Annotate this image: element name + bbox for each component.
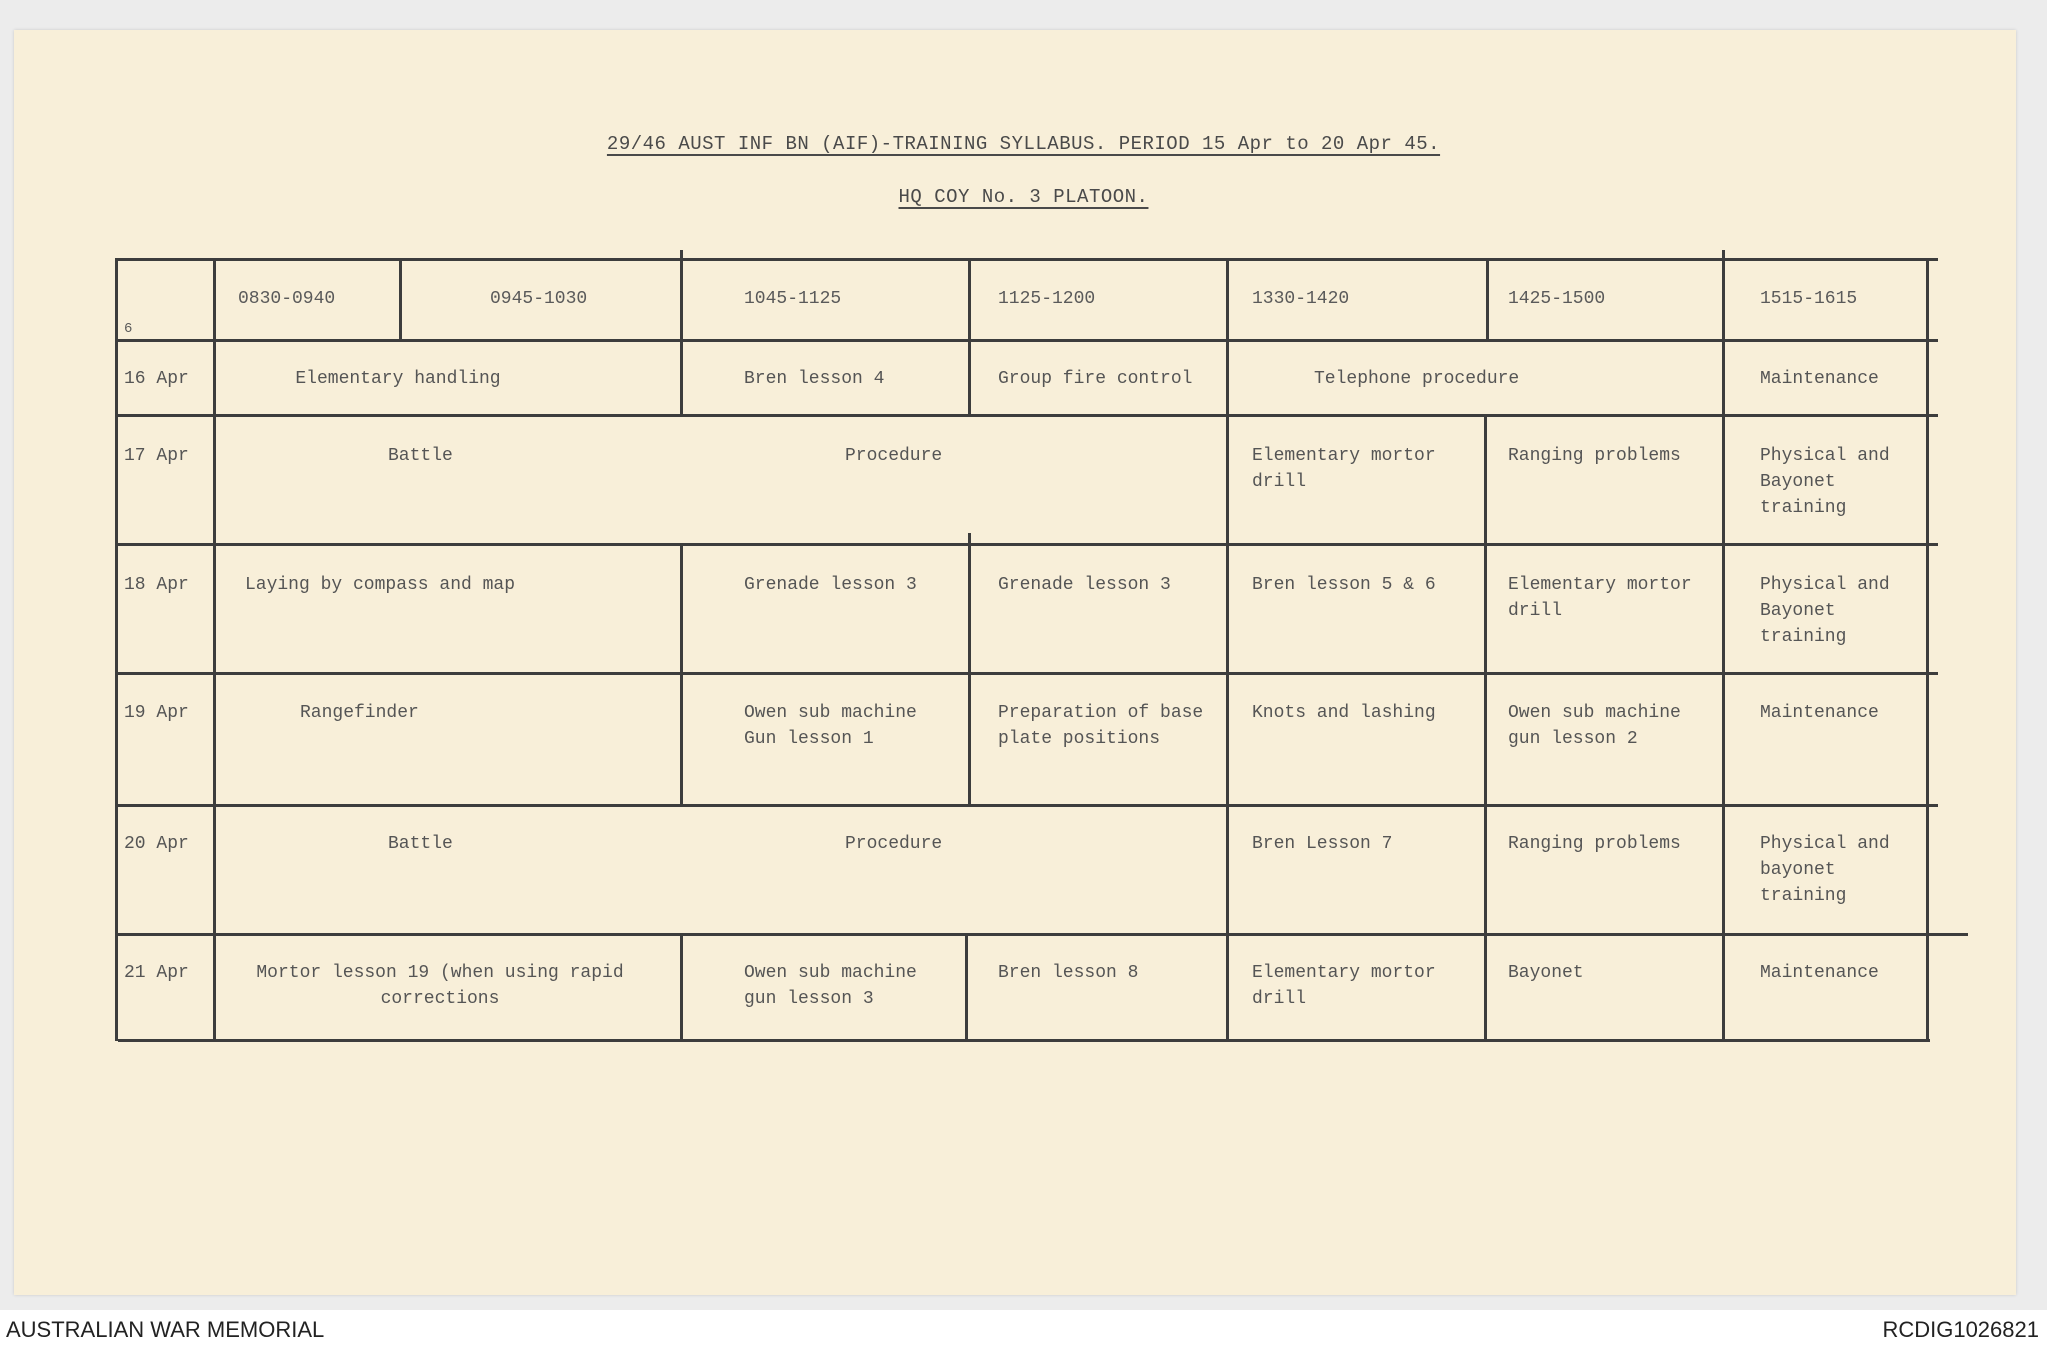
table-cell: Knots and lashing [1252, 703, 1436, 723]
row-date: 17 Apr [124, 446, 189, 466]
table-rule [680, 250, 683, 414]
document-subtitle: HQ COY No. 3 PLATOON. [898, 186, 1149, 208]
table-rule [968, 533, 971, 804]
table-cell: Laying by compass and map [244, 575, 516, 595]
table-cell: Bren lesson 8 [998, 963, 1139, 983]
table-rule [680, 543, 683, 804]
column-header: 1330-1420 [1252, 289, 1350, 309]
table-cell: Bren Lesson 7 [1252, 834, 1393, 854]
table-rule [1926, 258, 1929, 1041]
row-date: 19 Apr [124, 703, 189, 723]
document-title: 29/46 AUST INF BN (AIF)-TRAINING SYLLABUS. PERIOD 15 Apr to 20 Apr 45. [606, 133, 1441, 155]
table-rule [115, 414, 1938, 417]
table-cell: Owen sub machine gun lesson 2 [1508, 703, 1681, 749]
table-cell: Maintenance [1760, 963, 1879, 983]
table-cell: Owen sub machine gun lesson 3 [744, 963, 917, 1009]
row-date: 20 Apr [124, 834, 189, 854]
table-cell: Owen sub machine Gun lesson 1 [744, 703, 917, 749]
table-rule [968, 258, 971, 414]
corner-mark: 6 [124, 321, 133, 337]
table-rule [115, 258, 118, 1041]
table-cell: Battle [388, 446, 453, 466]
column-header: 0945-1030 [490, 289, 588, 309]
table-cell: Procedure [845, 446, 943, 466]
table-cell: Preparation of base plate positions [998, 703, 1204, 749]
table-cell: Physical and bayonet training [1760, 834, 1890, 906]
column-header: 1425-1500 [1508, 289, 1606, 309]
table-rule [115, 804, 1938, 807]
table-rule [115, 258, 1938, 261]
row-date: 16 Apr [124, 369, 189, 389]
table-rule [1484, 414, 1487, 1041]
table-cell: Grenade lesson 3 [998, 575, 1171, 595]
table-rule [1486, 258, 1489, 342]
table-rule [115, 672, 1938, 675]
row-date: 18 Apr [124, 575, 189, 595]
table-cell: Ranging problems [1508, 834, 1681, 854]
column-header: 0830-0940 [238, 289, 336, 309]
table-cell: Rangefinder [300, 703, 419, 723]
column-header: 1515-1615 [1760, 289, 1858, 309]
table-rule [1722, 250, 1725, 1041]
table-cell: Ranging problems [1508, 446, 1681, 466]
table-cell: Telephone procedure [1314, 369, 1520, 389]
table-cell: Procedure [845, 834, 943, 854]
table-cell: Group fire control [998, 369, 1193, 389]
row-date: 21 Apr [124, 963, 189, 983]
table-cell: Physical and Bayonet training [1760, 575, 1890, 647]
table-cell: Physical and Bayonet training [1760, 446, 1890, 518]
table-cell: Bayonet [1508, 963, 1584, 983]
table-rule [680, 933, 683, 1041]
table-cell: Elementary mortor drill [1252, 963, 1436, 1009]
table-cell: Elementary mortor drill [1508, 575, 1692, 621]
table-cell: Mortor lesson 19 (when using rapid corrections [256, 963, 624, 1009]
footer-id: RCDIG1026821 [1882, 1317, 2039, 1342]
table-cell: Elementary handling [295, 369, 501, 389]
footer-bar [0, 1310, 2047, 1350]
table-rule [118, 1039, 1930, 1042]
table-cell: Bren lesson 4 [744, 369, 885, 389]
table-cell: Bren lesson 5 & 6 [1252, 575, 1436, 595]
column-header: 1045-1125 [744, 289, 842, 309]
table-rule [399, 258, 402, 342]
footer-credit: AUSTRALIAN WAR MEMORIAL [6, 1317, 325, 1342]
table-rule [1226, 258, 1229, 1041]
table-cell: Elementary mortor drill [1252, 446, 1436, 492]
table-cell: Maintenance [1760, 703, 1879, 723]
table-rule [115, 933, 1968, 936]
column-header: 1125-1200 [998, 289, 1096, 309]
table-cell: Grenade lesson 3 [744, 575, 917, 595]
table-cell: Maintenance [1760, 369, 1879, 389]
table-rule [965, 933, 968, 1041]
table-rule [115, 543, 1938, 546]
table-cell: Battle [388, 834, 453, 854]
table-rule [115, 339, 1938, 342]
